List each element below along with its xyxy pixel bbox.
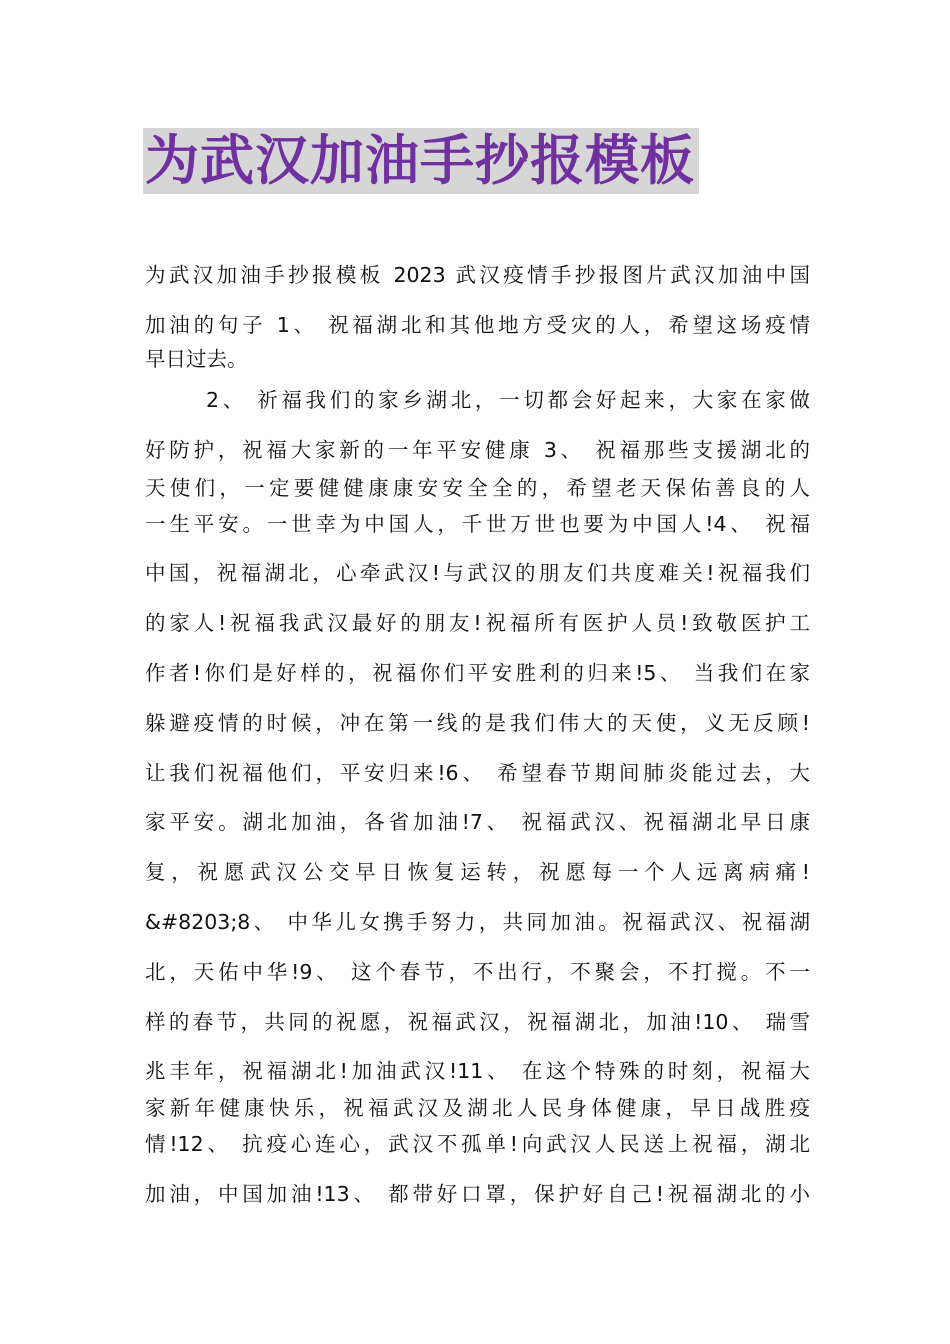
body-line: 样的春节，共同的祝愿，祝福武汉，祝福湖北，加油!10、 瑞雪 — [145, 1010, 810, 1034]
body-line: 的家人!祝福我武汉最好的朋友!祝福所有医护人员!致敬医护工 — [145, 611, 810, 635]
body-line: 作者!你们是好样的，祝福你们平安胜利的归来!5、 当我们在家 — [145, 661, 810, 685]
body-line: 北，天佑中华!9、 这个春节，不出行，不聚会，不打搅。不一 — [145, 960, 810, 984]
body-line: &#8203;8、 中华儿女携手努力，共同加油。祝福武汉、祝福湖 — [145, 910, 810, 934]
body-line: 天使们，一定要健健康康安安全全的，希望老天保佑善良的人 — [145, 476, 810, 500]
body-line: 兆丰年，祝福湖北!加油武汉!11、 在这个特殊的时刻，祝福大 — [145, 1059, 810, 1083]
body-line: 情!12、 抗疫心连心，武汉不孤单!向武汉人民送上祝福，湖北 — [145, 1132, 810, 1156]
body-line: 为武汉加油手抄报模板 2023 武汉疫情手抄报图片武汉加油中国 — [145, 263, 810, 287]
body-line: 复，祝愿武汉公交早日恢复运转，祝愿每一个人远离病痛! — [145, 860, 810, 884]
body-line: 加油，中国加油!13、 都带好口罩，保护好自己!祝福湖北的小 — [145, 1182, 810, 1206]
body-line: 躲避疫情的时候，冲在第一线的是我们伟大的天使，义无反顾! — [145, 711, 810, 735]
body-line: 一生平安。一世幸为中国人，千世万世也要为中国人!4、 祝福 — [145, 512, 810, 536]
document-title: 为武汉加油手抄报模板 — [143, 128, 699, 194]
body-line: 加油的句子 1、 祝福湖北和其他地方受灾的人，希望这场疫情 — [145, 313, 810, 337]
body-line: 中国，祝福湖北，心牵武汉!与武汉的朋友们共度难关!祝福我们 — [145, 561, 810, 585]
body-line: 家平安。湖北加油，各省加油!7、 祝福武汉、祝福湖北早日康 — [145, 810, 810, 834]
body-line: 2、 祈福我们的家乡湖北，一切都会好起来，大家在家做 — [206, 388, 810, 412]
body-line: 让我们祝福他们，平安归来!6、 希望春节期间肺炎能过去，大 — [145, 761, 810, 785]
body-line: 好防护，祝福大家新的一年平安健康 3、 祝福那些支援湖北的 — [145, 438, 810, 462]
body-line: 家新年健康快乐，祝福武汉及湖北人民身体健康，早日战胜疫 — [145, 1096, 810, 1120]
body-line: 早日过去。 — [145, 347, 248, 371]
